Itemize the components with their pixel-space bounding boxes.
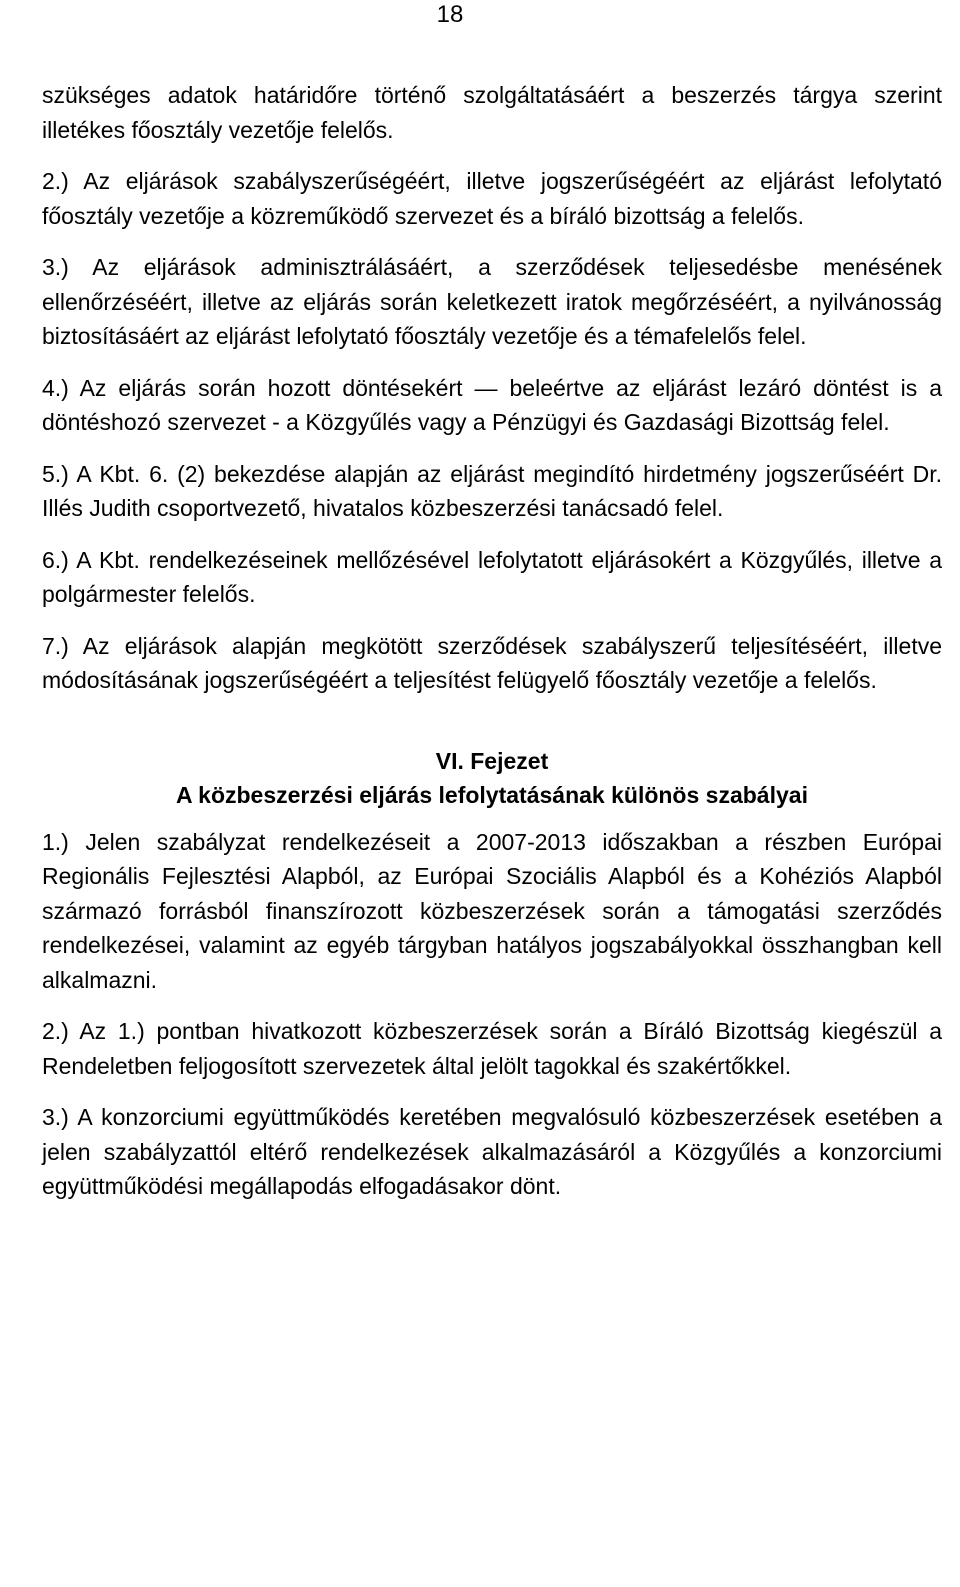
chapter-heading bbox=[42, 744, 942, 813]
paragraph-number: 5.) bbox=[42, 460, 69, 487]
paragraph-text: Az eljárások adminisztrálásáért, a szerződések teljesedésbe menésének ellenőrzéséért, illetve az eljárás során keletkezett iratok megőrzéséért, a nyilvánosság biztosításáért az eljárást lefolytató főosztály vezetője és a témafelelős felel. bbox=[42, 254, 942, 349]
paragraph-2 bbox=[42, 164, 942, 233]
paragraph-number: 2.) bbox=[42, 1018, 69, 1044]
paragraph-text: A Kbt. 6. (2) bekezdése alapján az eljárást megindító hirdetmény jogszerűséért Dr. Illés Judith csoportvezető, hivatalos közbeszerzési tanácsadó felel. bbox=[42, 460, 943, 521]
paragraph-3 bbox=[42, 250, 942, 354]
paragraph-6 bbox=[42, 543, 942, 612]
chapter-paragraph-3 bbox=[42, 1100, 942, 1204]
paragraph-text: Jelen szabályzat rendelkezéseit a 2007-2013 időszakban a részben Európai Regionális Fejlesztési Alapból, az Európai Szociális Alapból és a Kohéziós Alapból származó forrásból finanszírozott közbeszerzések során a támogatási szerződés rendelkezései, valamint az egyéb tárgyban hatályos jogszabályokkal összhangban kell alkalmazni. bbox=[42, 828, 942, 993]
paragraph-number: 6.) bbox=[42, 546, 69, 573]
paragraph-continuation bbox=[42, 78, 942, 147]
paragraph-text: A konzorciumi együttműködés keretében megvalósuló közbeszerzések esetében a jelen szabályzattól eltérő rendelkezések alkalmazásáról a Közgyűlés a konzorciumi együttműködési megállapodás elfogadásakor dönt. bbox=[42, 1104, 942, 1199]
paragraph-number: 4.) bbox=[42, 374, 69, 401]
chapter-number: VI. Fejezet bbox=[435, 747, 549, 774]
paragraph-number: 7.) bbox=[42, 632, 69, 659]
paragraph-number: 1.) bbox=[42, 828, 69, 855]
chapter-title: A közbeszerzési eljárás lefolytatásának különös szabályai bbox=[176, 782, 808, 808]
chapter-paragraph-2 bbox=[42, 1014, 942, 1083]
paragraph-text: Az eljárások szabályszerűségéért, illetve jogszerűségéért az eljárást lefolytató főosztály vezetője a közreműködő szervezet és a bíráló bizottság a felelős. bbox=[42, 168, 942, 229]
document-body bbox=[42, 78, 942, 1221]
paragraph-text: Az 1.) pontban hivatkozott közbeszerzések során a Bíráló Bizottság kiegészül a Rendeletben feljogosított szervezetek által jelölt tagokkal és szakértőkkel. bbox=[42, 1018, 942, 1079]
chapter-paragraph-1 bbox=[42, 825, 942, 998]
paragraph-number: 2.) bbox=[42, 168, 69, 194]
paragraph-text: szükséges adatok határidőre történő szolgáltatásáért a beszerzés tárgya szerint illetékes főosztály vezetője felelős. bbox=[42, 82, 942, 143]
paragraph-4 bbox=[42, 371, 942, 440]
paragraph-5 bbox=[42, 457, 942, 526]
paragraph-text: A Kbt. rendelkezéseinek mellőzésével lefolytatott eljárásokért a Közgyűlés, illetve a polgármester felelős. bbox=[42, 546, 942, 607]
paragraph-number: 3.) bbox=[42, 1104, 69, 1130]
page-number: 18 bbox=[436, 1, 464, 28]
paragraph-7 bbox=[42, 629, 942, 698]
paragraph-text: Az eljárás során hozott döntésekért — beleértve az eljárást lezáró döntést is a döntéshozó szervezet - a Közgyűlés vagy a Pénzügyi és Gazdasági Bizottság felel. bbox=[42, 374, 942, 435]
paragraph-text: Az eljárások alapján megkötött szerződések szabályszerű teljesítéséért, illetve módosításának jogszerűségéért a teljesítést felügyelő főosztály vezetője a felelős. bbox=[42, 632, 942, 693]
paragraph-number: 3.) bbox=[42, 254, 69, 280]
